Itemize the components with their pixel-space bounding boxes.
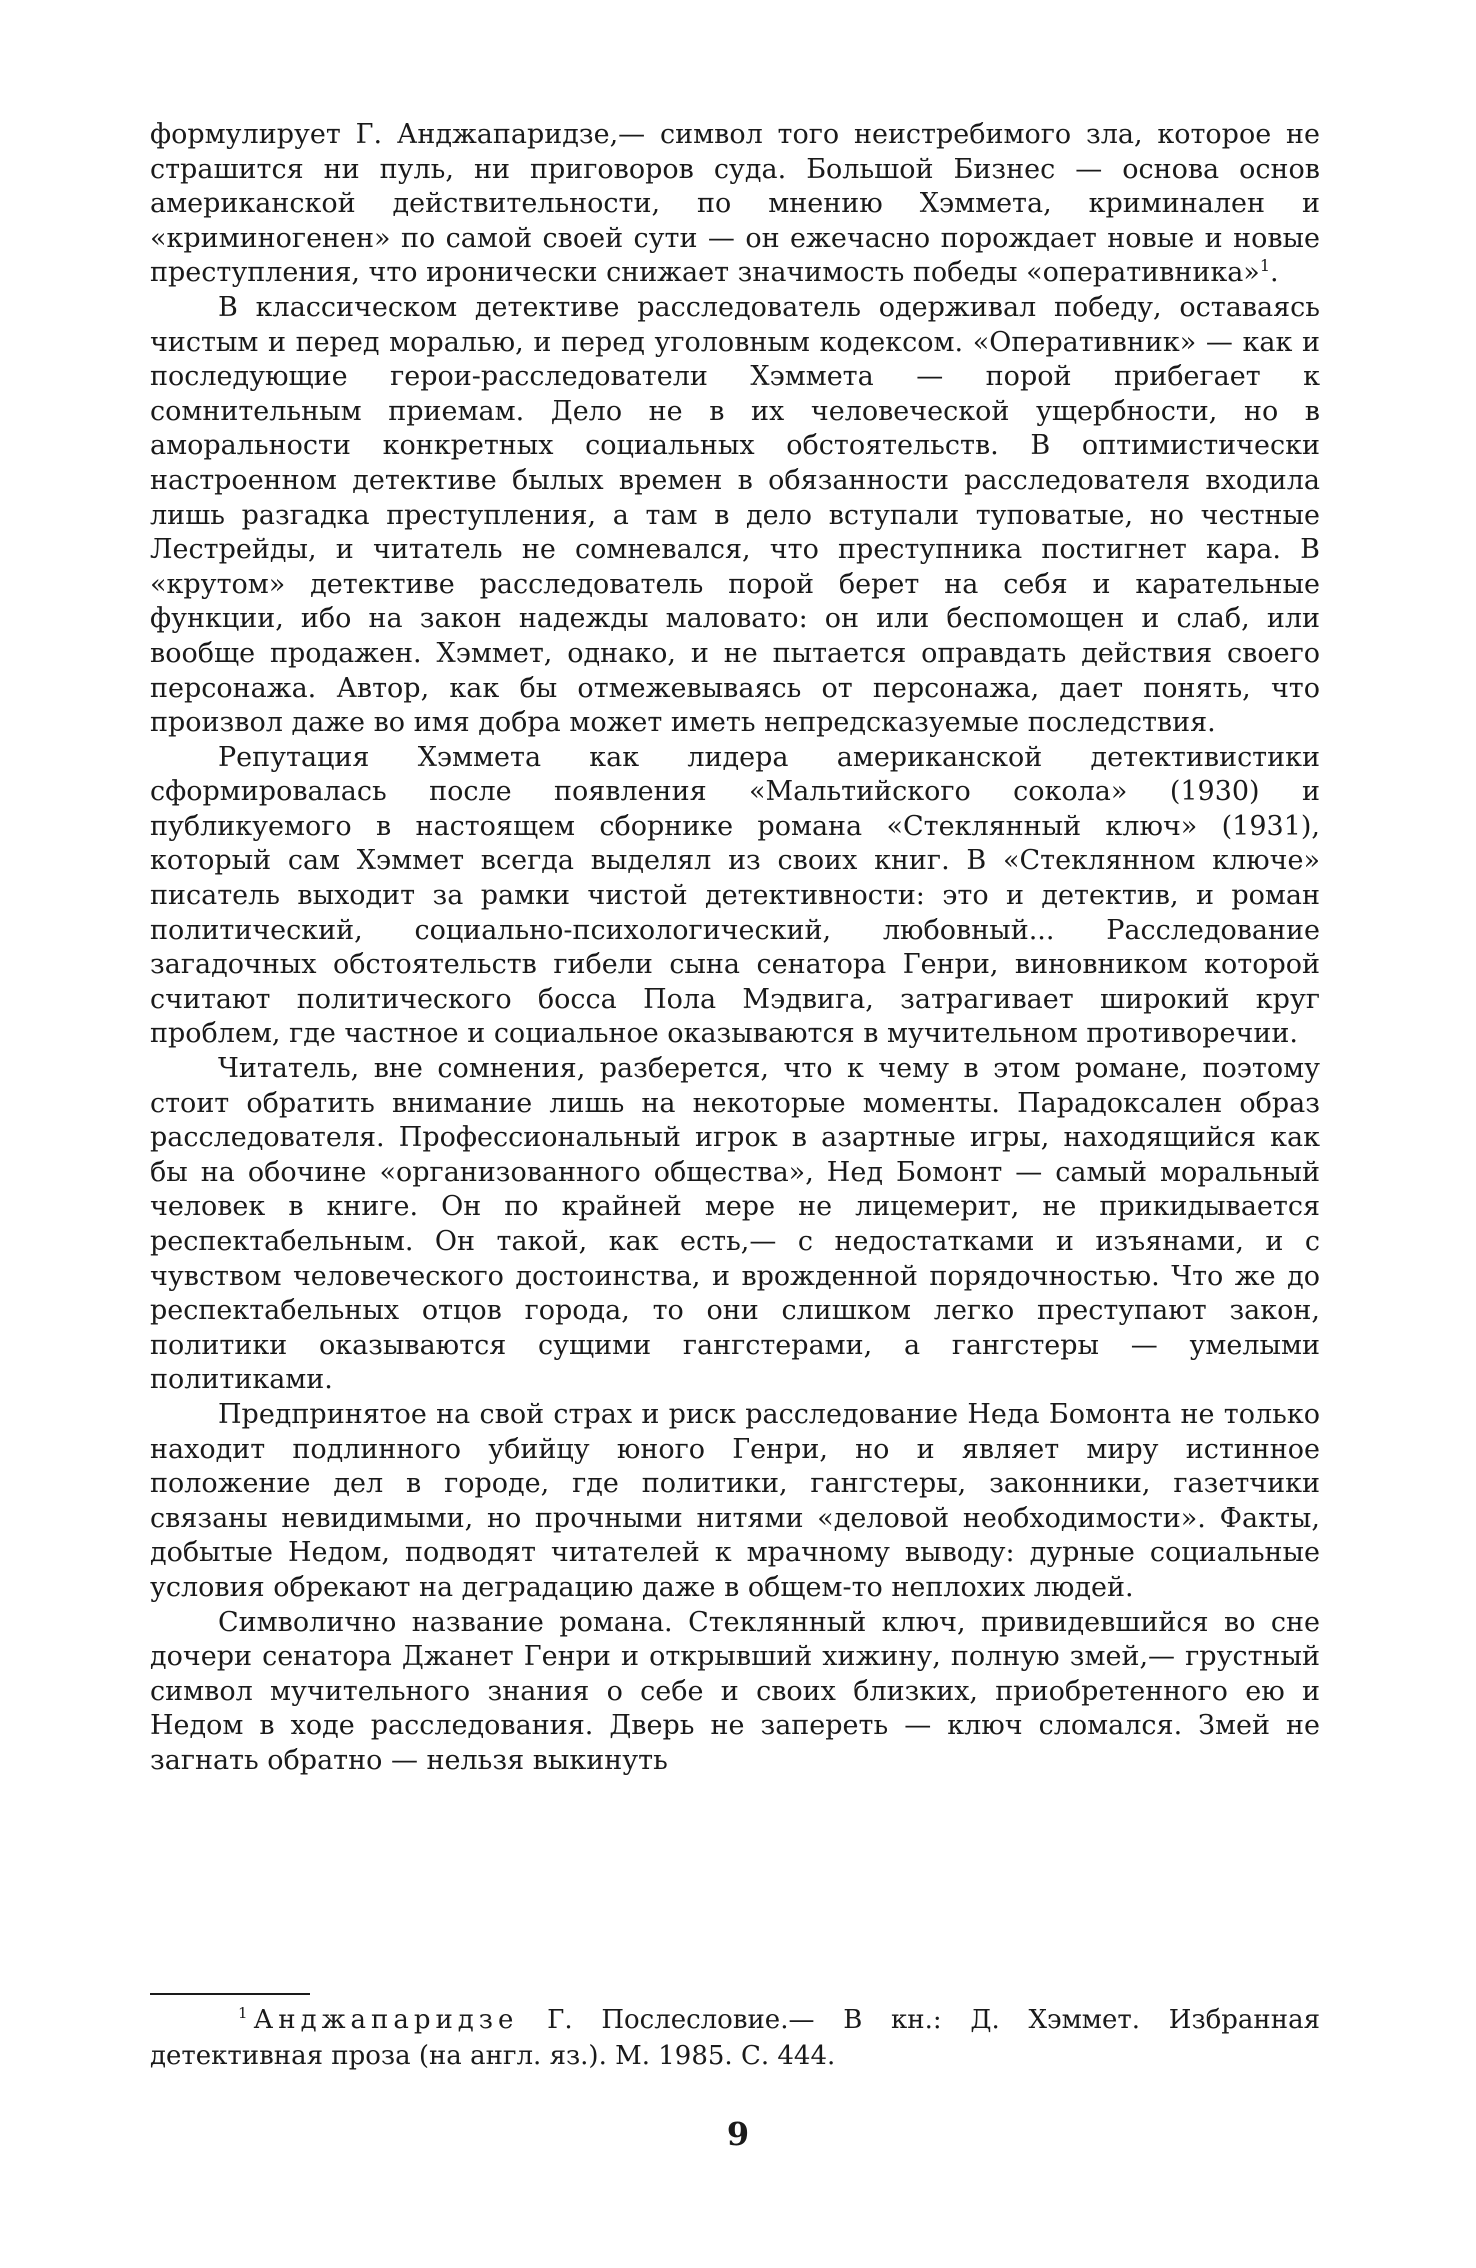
paragraph-6: Символично название романа. Стеклянный ключ, привидевшийся во сне дочери сенатора Джанет Генри и открывший хижину, полную змей,— грустный символ мучительного знания о себе и своих близких, приобретенного ею и Недом в ходе расследования. Дверь не запереть — ключ сломался. Змей не загнать обратно — нельзя выкинуть xyxy=(150,1606,1320,1776)
footnote-author: Анджапаридзе xyxy=(253,2005,519,2035)
footnote-reference[interactable]: 1 xyxy=(1259,256,1270,276)
paragraph-4: Читатель, вне сомнения, разберется, что к чему в этом романе, поэтому стоит обратить внимание лишь на некоторые моменты. Парадоксален образ расследователя. Профессиональный игрок в азартные игры, находящийся как бы на обочине «организованного общества», Нед Бомонт — самый моральный человек в книге. Он по крайней мере не лицемерит, не прикидывается респектабельным. Он такой, как есть,— с недостатками и изъянами, и с чувством человеческого достоинства, и врожденной порядочностью. Что же до респектабельных отцов города, то они слишком легко преступают закон, политики оказываются сущими гангстерами, а гангстеры — умелыми политиками. xyxy=(150,1053,1320,1396)
paragraph-5: Предпринятое на свой страх и риск расследование Неда Бомонта не только находит подлинного убийцу юного Генри, но и являет миру истинное положение дел в городе, где политики, гангстеры, законники, газетчики связаны невидимыми, но прочными нитями «деловой необходимости». Факты, добытые Недом, подводят читателей к мрачному выводу: дурные социальные условия обрекают на деградацию даже в общем-то неплохих людей. xyxy=(150,1398,1320,1603)
paragraph-3: Репутация Хэммета как лидера американской детективистики сформировалась после появления «Мальтийского сокола» (1930) и публикуемого в настоящем сборнике романа «Стеклянный ключ» (1931), который сам Хэммет всегда выделял из своих книг. В «Стеклянном ключе» писатель выходит за рамки чистой детективности: это и детектив, и роман политический, социально-психологический, любовный... Расследование загадочных обстоятельств гибели сына сенатора Генри, виновником которой считают политического босса Пола Мэдвига, затрагивает широкий круг проблем, где частное и социальное оказываются в мучительном противоречии. xyxy=(150,741,1320,1050)
footnote-divider xyxy=(150,1993,310,1995)
page-number: 9 xyxy=(726,2115,750,2153)
footnote-text: Г. Послесловие.— В кн.: Д. Хэммет. Избранная детективная проза (на англ. яз.). М. 1985. С. 444. xyxy=(150,2005,1320,2071)
paragraph-1-text: формулирует Г. Анджапаридзе,— символ того неистребимого зла, которое не страшится ни пуль, ни приговоров суда. Большой Бизнес — основа основ американской действительности, по мнению Хэммета, криминален и «криминогенен» по самой своей сути — он ежечасно порождает новые и новые преступления, что иронически снижает значимость победы «оперативника» xyxy=(150,119,1320,289)
paragraph-1: формулирует Г. Анджапаридзе,— символ того неистребимого зла, которое не страшится ни пуль, ни приговоров суда. Большой Бизнес — основа основ американской действительности, по мнению Хэммета, криминален и «криминогенен» по самой своей сути — он ежечасно порождает новые и новые преступления, что иронически снижает значимость победы «оперативника»$^1$. xyxy=(150,119,1320,289)
footnote: 1 Анджапаридзе Г. Послесловие.— В кн.: Д. Хэммет. Избранная детективная проза (на англ. яз.). М. 1985. С. 444. xyxy=(150,2004,1320,2071)
page-body xyxy=(150,118,1320,1779)
paragraph-2: В классическом детективе расследователь одерживал победу, оставаясь чистым и перед моралью, и перед уголовным кодексом. «Оперативник» — как и последующие герои-расследователи Хэммета — порой прибегает к сомнительным приемам. Дело не в их человеческой ущербности, но в аморальности конкретных социальных обстоятельств. В оптимистически настроенном детективе былых времен в обязанности расследователя входила лишь разгадка преступления, а там в дело вступали туповатые, но честные Лестрейды, и читатель не сомневался, что преступника постигнет кара. В «крутом» детективе расследователь порой берет на себя и карательные функции, ибо на закон надежды маловато: он или беспомощен и слаб, или вообще продажен. Хэммет, однако, и не пытается оправдать действия своего персонажа. Автор, как бы отмежевываясь от персонажа, дает понять, что произвол даже во имя добра может иметь непредсказуемые последствия. xyxy=(150,291,1320,739)
